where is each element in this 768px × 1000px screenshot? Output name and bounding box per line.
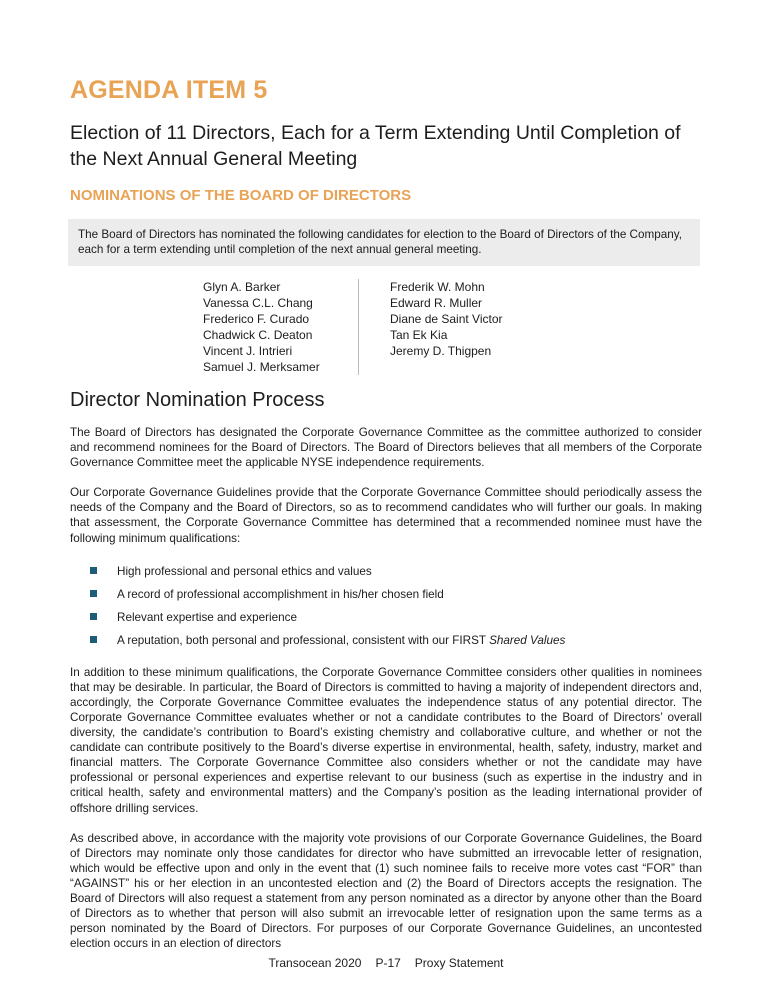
bullet-square-icon: [90, 636, 97, 643]
footer-page-number: P-17: [375, 956, 401, 970]
qualification-text: A record of professional accomplishment in his/her chosen field: [117, 587, 444, 601]
agenda-item-title: AGENDA ITEM 5: [70, 76, 268, 104]
nominee-name: Glyn A. Barker: [203, 280, 281, 294]
nominee-name: Jeremy D. Thigpen: [390, 344, 492, 358]
nominee-name: Vincent J. Intrieri: [203, 344, 293, 358]
qualification-item: [90, 633, 702, 648]
footer-doc-type: Proxy Statement: [414, 956, 504, 970]
process-paragraph-3: In addition to these minimum qualifications, the Corporate Governance Committee considers other qualities in nominees that may be desirable. In particular, the Board of Directors is committed to having a majority of independent directors and, accordingly, the Corporate Governance Committee evaluates the independence status of any potential director. The Corporate Governance Committee evaluates whether or not a candidate contributes to the Board of Directors’ overall diversity, the candidate’s contribution to Board’s existing chemistry and collaborative culture, and whether or not the candidate can contribute positively to the Board’s diverse expertise in environmental, health, safety, industry, market and financial matters. The Corporate Governance Committee also considers whether or not the candidate may have professional or personal experiences and expertise relevant to our business (such as expertise in the industry and in critical health, safety and environmental matters) and the Company’s position as the leading international provider of offshore drilling services.: [70, 665, 702, 815]
nominee-name: Diane de Saint Victor: [390, 312, 503, 326]
qualification-text: High professional and personal ethics and values: [117, 564, 372, 578]
process-paragraph-2: Our Corporate Governance Guidelines provide that the Corporate Governance Committee should periodically assess the needs of the Company and the Board of Directors, so as to recommend candidates who will further our goals. In making that assessment, the Corporate Governance Committee has determined that a recommended nominee must have the following minimum qualifications:: [70, 486, 702, 545]
nominees-column-left: [203, 279, 358, 375]
election-subtitle: Election of 11 Directors, Each for a Term Extending Until Completion of the Next Annual General Meeting: [70, 122, 681, 170]
qualification-text: Relevant expertise and experience: [117, 610, 297, 624]
nominee-name: Chadwick C. Deaton: [203, 328, 313, 342]
nominee-name: Tan Ek Kia: [390, 328, 448, 342]
qualification-item: [90, 564, 702, 579]
footer-company: Transocean 2020: [268, 956, 362, 970]
director-nomination-process-heading: Director Nomination Process: [70, 389, 325, 411]
nomination-notice-text: The Board of Directors has nominated the following candidates for election to the Board of Directors of the Company, each for a term extending until completion of the next annual general meeting.: [78, 228, 682, 256]
nominees-list: [70, 279, 702, 375]
nominee-name: Edward R. Muller: [390, 296, 483, 310]
nominee-name: Frederico F. Curado: [203, 312, 310, 326]
bullet-square-icon: [90, 590, 97, 597]
qualification-item: [90, 610, 702, 625]
nominations-heading: NOMINATIONS OF THE BOARD OF DIRECTORS: [70, 187, 412, 204]
nominee-name: Frederik W. Mohn: [390, 280, 485, 294]
nominee-name: Samuel J. Merksamer: [203, 360, 320, 374]
nominees-column-right: [358, 279, 503, 375]
qualification-text-italic: Shared Values: [489, 633, 566, 647]
nomination-notice-box: [68, 219, 700, 266]
bullet-square-icon: [90, 613, 97, 620]
minimum-qualifications-list: [90, 564, 702, 648]
page-footer: [70, 956, 702, 970]
bullet-square-icon: [90, 567, 97, 574]
process-paragraph-4: As described above, in accordance with the majority vote provisions of our Corporate Governance Guidelines, the Board of Directors may nominate only those candidates for director who have submitted an irrevocable letter of resignation, which would be effective upon and only in the event that (1) such nominee fails to receive more votes cast “FOR” than “AGAINST” his or her election in an uncontested election and (2) the Board of Directors accepts the resignation. The Board of Directors will also request a statement from any person nominated as a director by anyone other than the Board of Directors as to whether that person will also submit an irrevocable letter of resignation upon the same terms as a person nominated by the Board of Directors. For purposes of our Corporate Governance Guidelines, an uncontested election occurs in an election of directors: [70, 831, 702, 951]
qualification-item: [90, 587, 702, 602]
page-content: [70, 76, 702, 966]
nominee-name: Vanessa C.L. Chang: [203, 296, 313, 310]
qualification-text: A reputation, both personal and professional, consistent with our FIRST: [117, 633, 490, 647]
process-paragraph-1: The Board of Directors has designated the Corporate Governance Committee as the committee authorized to consider and recommend nominees for the Board of Directors. The Board of Directors believes that all members of the Corporate Governance Committee meet the applicable NYSE independence requirements.: [70, 426, 702, 470]
